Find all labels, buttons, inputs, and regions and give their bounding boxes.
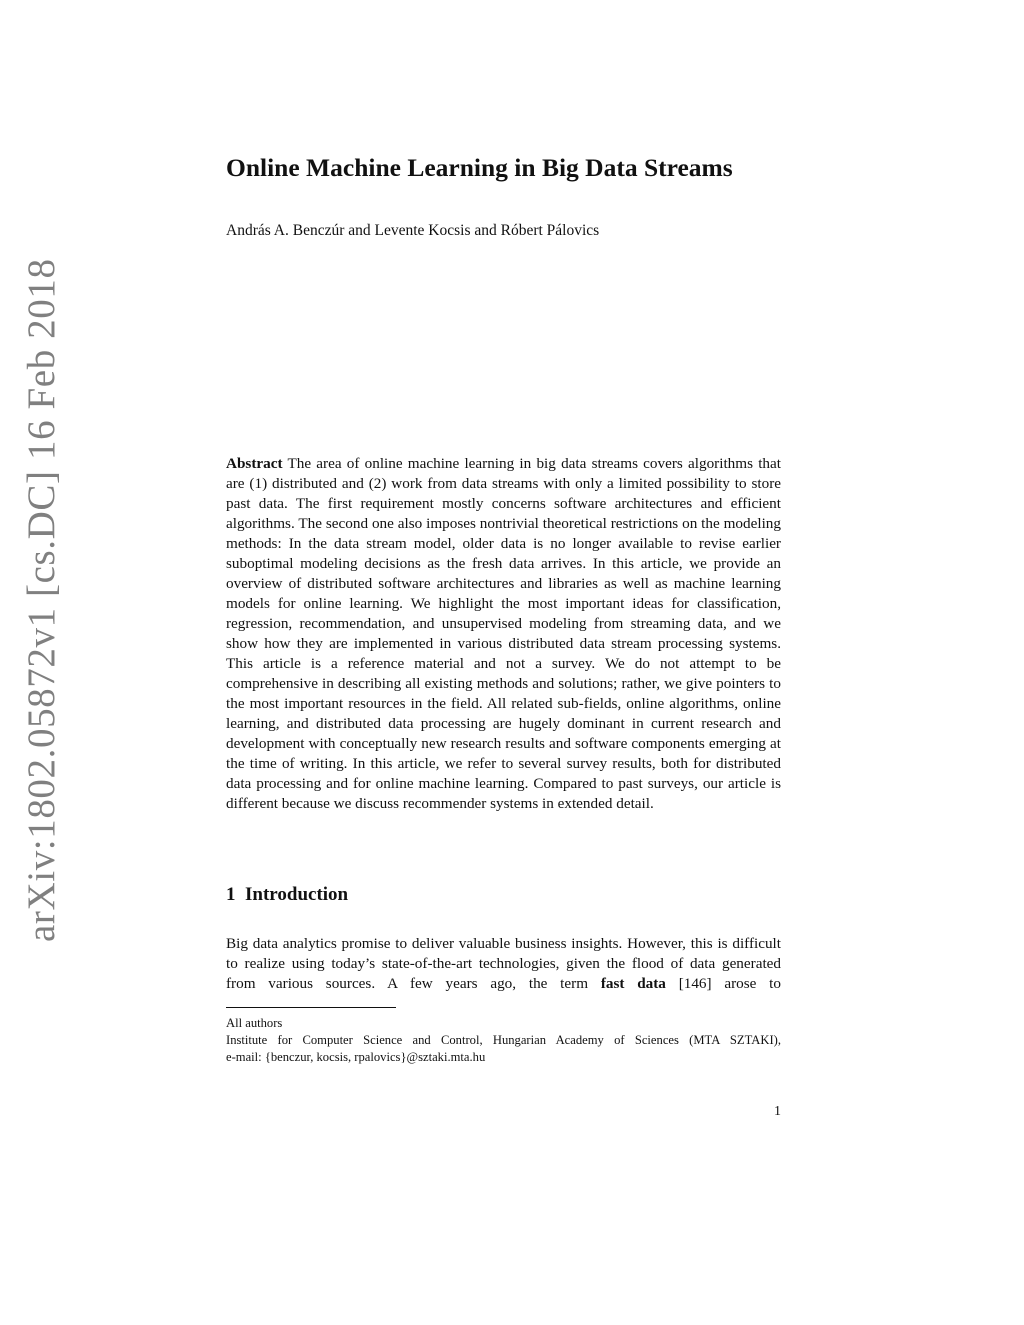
- footnote-line-authors: All authors: [226, 1016, 283, 1030]
- intro-text-before: Big data analytics promise to deliver valuable business insights. However, this is difficult to realize using today’s state-of-the-art technologies, given the flood of data generated from various sources. A few years ago, the term: [226, 935, 781, 992]
- paper-title: Online Machine Learning in Big Data Streams: [226, 153, 733, 182]
- page-number: 1: [774, 1104, 781, 1119]
- section-heading-introduction: [226, 884, 348, 906]
- abstract-text: The area of online machine learning in big data streams covers algorithms that are (1) distributed and (2) work from data streams with only a limited possibility to store past data. The first requirement mostly concerns software architectures and efficient algorithms. The second one also imposes nontrivial theoretical restrictions on the modeling methods: In the data stream model, older data is no longer available to revise earlier suboptimal modeling decisions as the fresh data arrives. In this article, we provide an overview of distributed software architectures and libraries as well as machine learning models for online learning. We highlight the most important ideas for classification, regression, recommendation, and unsupervised modeling from streaming data, and we show how they are implemented in various distributed data stream processing systems. This article is a reference material and not a survey. We do not attempt to be comprehensive in describing all existing methods and solutions; rather, we give pointers to the most important resources in the field. All related sub-fields, online algorithms, online learning, and distributed data processing are hugely dominant in current research and development with conceptually new research results and software components emerging at the time of writing. In this article, we refer to several survey results, both for distributed data processing and for online machine learning. Compared to past surveys, our article is different because we discuss recommender systems in extended detail.: [226, 455, 781, 812]
- section-title: Introduction: [245, 884, 349, 905]
- abstract-paragraph: [226, 454, 781, 814]
- footnote-line-email: e-mail: {benczur, kocsis, rpalovics}@sztaki.mta.hu: [226, 1050, 486, 1064]
- intro-text-after: [146] arose to: [678, 975, 781, 992]
- section-number: 1: [226, 884, 236, 905]
- author-list: András A. Benczúr and Levente Kocsis and Róbert Pálovics: [226, 222, 600, 239]
- intro-term-emphasis: fast data: [600, 975, 666, 992]
- author-footnote: [226, 1015, 781, 1066]
- arxiv-identifier-stamp: arXiv:1802.05872v1 [cs.DC] 16 Feb 2018: [20, 258, 63, 942]
- footnote-line-affiliation: Institute for Computer Science and Control, Hungarian Academy of Sciences (MTA SZTAKI),: [226, 1033, 781, 1047]
- introduction-paragraph: [226, 934, 781, 994]
- abstract-label: Abstract: [226, 455, 283, 472]
- footnote-divider: [226, 1007, 396, 1008]
